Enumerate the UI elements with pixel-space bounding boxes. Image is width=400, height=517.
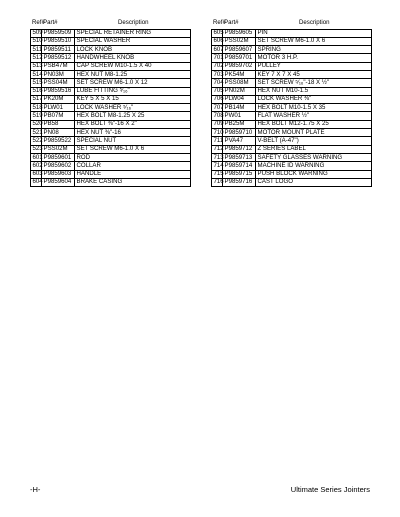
table-row xyxy=(31,137,191,145)
header-part: Part# xyxy=(224,19,239,27)
cell-part-number: P9859710 xyxy=(223,129,256,137)
cell-ref: 713 xyxy=(213,153,224,161)
cell-part-number: PSS02M xyxy=(42,145,75,153)
table-row xyxy=(31,129,191,137)
cell-part-number: PB58 xyxy=(42,120,75,128)
cell-description: KEY 7 X 7 X 45 xyxy=(256,70,372,78)
table-row xyxy=(212,46,372,54)
table-row xyxy=(212,62,372,70)
table-row xyxy=(31,145,191,153)
table-row xyxy=(212,129,372,137)
cell-description: HEX BOLT M8-1.25 X 25 xyxy=(75,112,191,120)
cell-part-number: P9859714 xyxy=(223,162,256,170)
cell-ref: 603 xyxy=(32,170,43,178)
cell-part-number: PB14M xyxy=(223,104,256,112)
cell-description: COLLAR xyxy=(75,162,191,170)
cell-part-number: P9859516 xyxy=(42,87,75,95)
cell-part-number: P9859715 xyxy=(223,170,256,178)
cell-part-number: PB07M xyxy=(42,112,75,120)
table-row xyxy=(212,162,372,170)
cell-ref: 602 xyxy=(32,161,43,169)
cell-ref: 709 xyxy=(213,120,224,128)
table-row xyxy=(212,29,372,37)
header-description: Description xyxy=(118,19,149,27)
table-header-row xyxy=(212,20,372,29)
cell-part-number: PN03M xyxy=(42,70,75,78)
table-row xyxy=(31,170,191,178)
cell-part-number: P9859602 xyxy=(42,162,75,170)
cell-ref: 710 xyxy=(213,128,224,136)
table-row xyxy=(212,95,372,103)
table-row xyxy=(31,120,191,128)
table-row xyxy=(31,29,191,37)
cell-part-number: PW01 xyxy=(223,112,256,120)
cell-description: LOCK KNOB xyxy=(75,46,191,54)
cell-description: PIN xyxy=(256,29,372,37)
cell-ref: 511 xyxy=(32,45,43,53)
cell-part-number: PK20M xyxy=(42,95,75,103)
table-row xyxy=(31,79,191,87)
table-row xyxy=(212,153,372,161)
cell-part-number: P9859605 xyxy=(223,29,256,37)
cell-description: SPECIAL NUT xyxy=(75,137,191,145)
table-row xyxy=(212,112,372,120)
cell-description: Z SERIES LABEL xyxy=(256,145,372,153)
cell-description: SPECIAL RETAINER RING xyxy=(75,29,191,37)
cell-part-number: P9859607 xyxy=(223,46,256,54)
cell-ref: 607 xyxy=(213,45,224,53)
cell-part-number: PB25M xyxy=(223,120,256,128)
table-row xyxy=(212,137,372,145)
page-label: -H- xyxy=(30,485,41,494)
table-row xyxy=(212,145,372,153)
document-title: Ultimate Series Jointers xyxy=(290,485,370,494)
cell-ref: 520 xyxy=(32,120,43,128)
cell-part-number: P9859604 xyxy=(42,178,75,186)
table-row xyxy=(31,70,191,78)
cell-description: CAP SCREW M10-1.5 X 40 xyxy=(75,62,191,70)
table-row xyxy=(212,120,372,128)
cell-ref: 516 xyxy=(32,87,43,95)
cell-ref: 604 xyxy=(32,178,43,186)
cell-part-number: P9859509 xyxy=(42,29,75,37)
cell-part-number: PSS02M xyxy=(223,37,256,45)
cell-ref: 704 xyxy=(213,78,224,86)
cell-ref: 521 xyxy=(32,128,43,136)
cell-description: HEX NUT M10-1.5 xyxy=(256,87,372,95)
table-row xyxy=(31,87,191,95)
cell-ref: 711 xyxy=(213,136,224,144)
cell-part-number: P9859701 xyxy=(223,54,256,62)
cell-description: SET SCREW ⁵⁄₁₆"-18 X ½" xyxy=(256,79,372,87)
cell-description: LOCK WASHER ⅜" xyxy=(256,95,372,103)
cell-description: MOTOR MOUNT PLATE xyxy=(256,129,372,137)
cell-part-number: P9859716 xyxy=(223,178,256,186)
table-row xyxy=(31,112,191,120)
cell-description: MACHINE ID WARNING xyxy=(256,162,372,170)
cell-description: HEX BOLT ⅜"-16 X 2" xyxy=(75,120,191,128)
cell-ref: 714 xyxy=(213,161,224,169)
cell-part-number: P9859713 xyxy=(223,153,256,161)
cell-ref: 605 xyxy=(213,29,224,37)
cell-description: BRAKE CASING xyxy=(75,178,191,186)
table-row xyxy=(31,46,191,54)
cell-description: SET SCREW M6-1.0 X 6 xyxy=(256,37,372,45)
cell-part-number: P9859511 xyxy=(42,46,75,54)
cell-part-number: P9859522 xyxy=(42,137,75,145)
cell-part-number: PSB47M xyxy=(42,62,75,70)
cell-ref: 703 xyxy=(213,70,224,78)
table-row xyxy=(212,178,372,186)
cell-part-number: PLW01 xyxy=(42,104,75,112)
cell-ref: 514 xyxy=(32,70,43,78)
cell-part-number: PVA47 xyxy=(223,137,256,145)
cell-description: MOTOR 3 H.P. xyxy=(256,54,372,62)
table-row xyxy=(212,79,372,87)
cell-description: HEX BOLT M10-1.5 X 35 xyxy=(256,104,372,112)
cell-description: HEX NUT ⅜"-16 xyxy=(75,129,191,137)
table-header-row xyxy=(31,20,191,29)
cell-description: SPRING xyxy=(256,46,372,54)
cell-description: V-BELT (A-47") xyxy=(256,137,372,145)
cell-description: LOCK WASHER ⁵⁄₁₆" xyxy=(75,104,191,112)
table-row xyxy=(31,153,191,161)
parts-table-left xyxy=(30,20,191,187)
cell-description: PUSH BLOCK WARNING xyxy=(256,170,372,178)
table-row xyxy=(31,95,191,103)
table-row xyxy=(31,178,191,186)
cell-part-number: P9859601 xyxy=(42,153,75,161)
cell-ref: 707 xyxy=(213,103,224,111)
cell-description: ROD xyxy=(75,153,191,161)
cell-part-number: PN08 xyxy=(42,129,75,137)
header-ref: Ref# xyxy=(213,19,226,27)
cell-ref: 515 xyxy=(32,78,43,86)
cell-description: SPECIAL WASHER xyxy=(75,37,191,45)
cell-ref: 509 xyxy=(32,29,43,37)
cell-description: SET SCREW M6-1.0 X 6 xyxy=(75,145,191,153)
table-row xyxy=(31,62,191,70)
cell-ref: 510 xyxy=(32,37,43,45)
table-row xyxy=(212,87,372,95)
cell-description: KEY 5 X 5 X 15 xyxy=(75,95,191,103)
cell-ref: 715 xyxy=(213,170,224,178)
cell-ref: 701 xyxy=(213,53,224,61)
cell-ref: 712 xyxy=(213,145,224,153)
cell-description: SET SCREW M6-1.0 X 12 xyxy=(75,79,191,87)
cell-ref: 706 xyxy=(213,95,224,103)
cell-description: HANDWHEEL KNOB xyxy=(75,54,191,62)
cell-ref: 716 xyxy=(213,178,224,186)
cell-ref: 513 xyxy=(32,62,43,70)
cell-part-number: PK54M xyxy=(223,70,256,78)
cell-ref: 522 xyxy=(32,136,43,144)
cell-description: HEX BOLT M12-1.75 X 25 xyxy=(256,120,372,128)
table-row xyxy=(31,37,191,45)
cell-description: PULLEY xyxy=(256,62,372,70)
cell-ref: 702 xyxy=(213,62,224,70)
cell-ref: 518 xyxy=(32,103,43,111)
table-row xyxy=(212,70,372,78)
cell-ref: 708 xyxy=(213,112,224,120)
header-ref: Ref# xyxy=(32,19,45,27)
cell-ref: 523 xyxy=(32,145,43,153)
table-row xyxy=(212,170,372,178)
cell-description: CAST LOGO xyxy=(256,178,372,186)
table-row xyxy=(31,104,191,112)
cell-part-number: PSS04M xyxy=(42,79,75,87)
header-part: Part# xyxy=(43,19,58,27)
cell-part-number: PLW04 xyxy=(223,95,256,103)
cell-description: HEX NUT M8-1.25 xyxy=(75,70,191,78)
cell-part-number: PSS08M xyxy=(223,79,256,87)
parts-table-right xyxy=(211,20,372,187)
cell-part-number: P9859702 xyxy=(223,62,256,70)
table-row xyxy=(31,54,191,62)
cell-ref: 517 xyxy=(32,95,43,103)
cell-description: FLAT WASHER ½" xyxy=(256,112,372,120)
cell-description: LUBE FITTING ⁵⁄₁₆" xyxy=(75,87,191,95)
cell-ref: 705 xyxy=(213,87,224,95)
cell-part-number: P9859512 xyxy=(42,54,75,62)
table-row xyxy=(212,104,372,112)
cell-part-number: P9859510 xyxy=(42,37,75,45)
cell-ref: 606 xyxy=(213,37,224,45)
cell-part-number: P9859712 xyxy=(223,145,256,153)
cell-ref: 519 xyxy=(32,112,43,120)
cell-ref: 512 xyxy=(32,53,43,61)
table-row xyxy=(212,37,372,45)
header-description: Description xyxy=(299,19,330,27)
cell-description: HANDLE xyxy=(75,170,191,178)
table-row xyxy=(212,54,372,62)
cell-description: SAFETY GLASSES WARNING xyxy=(256,153,372,161)
table-row xyxy=(31,162,191,170)
cell-part-number: PN02M xyxy=(223,87,256,95)
cell-ref: 601 xyxy=(32,153,43,161)
cell-part-number: P9859603 xyxy=(42,170,75,178)
